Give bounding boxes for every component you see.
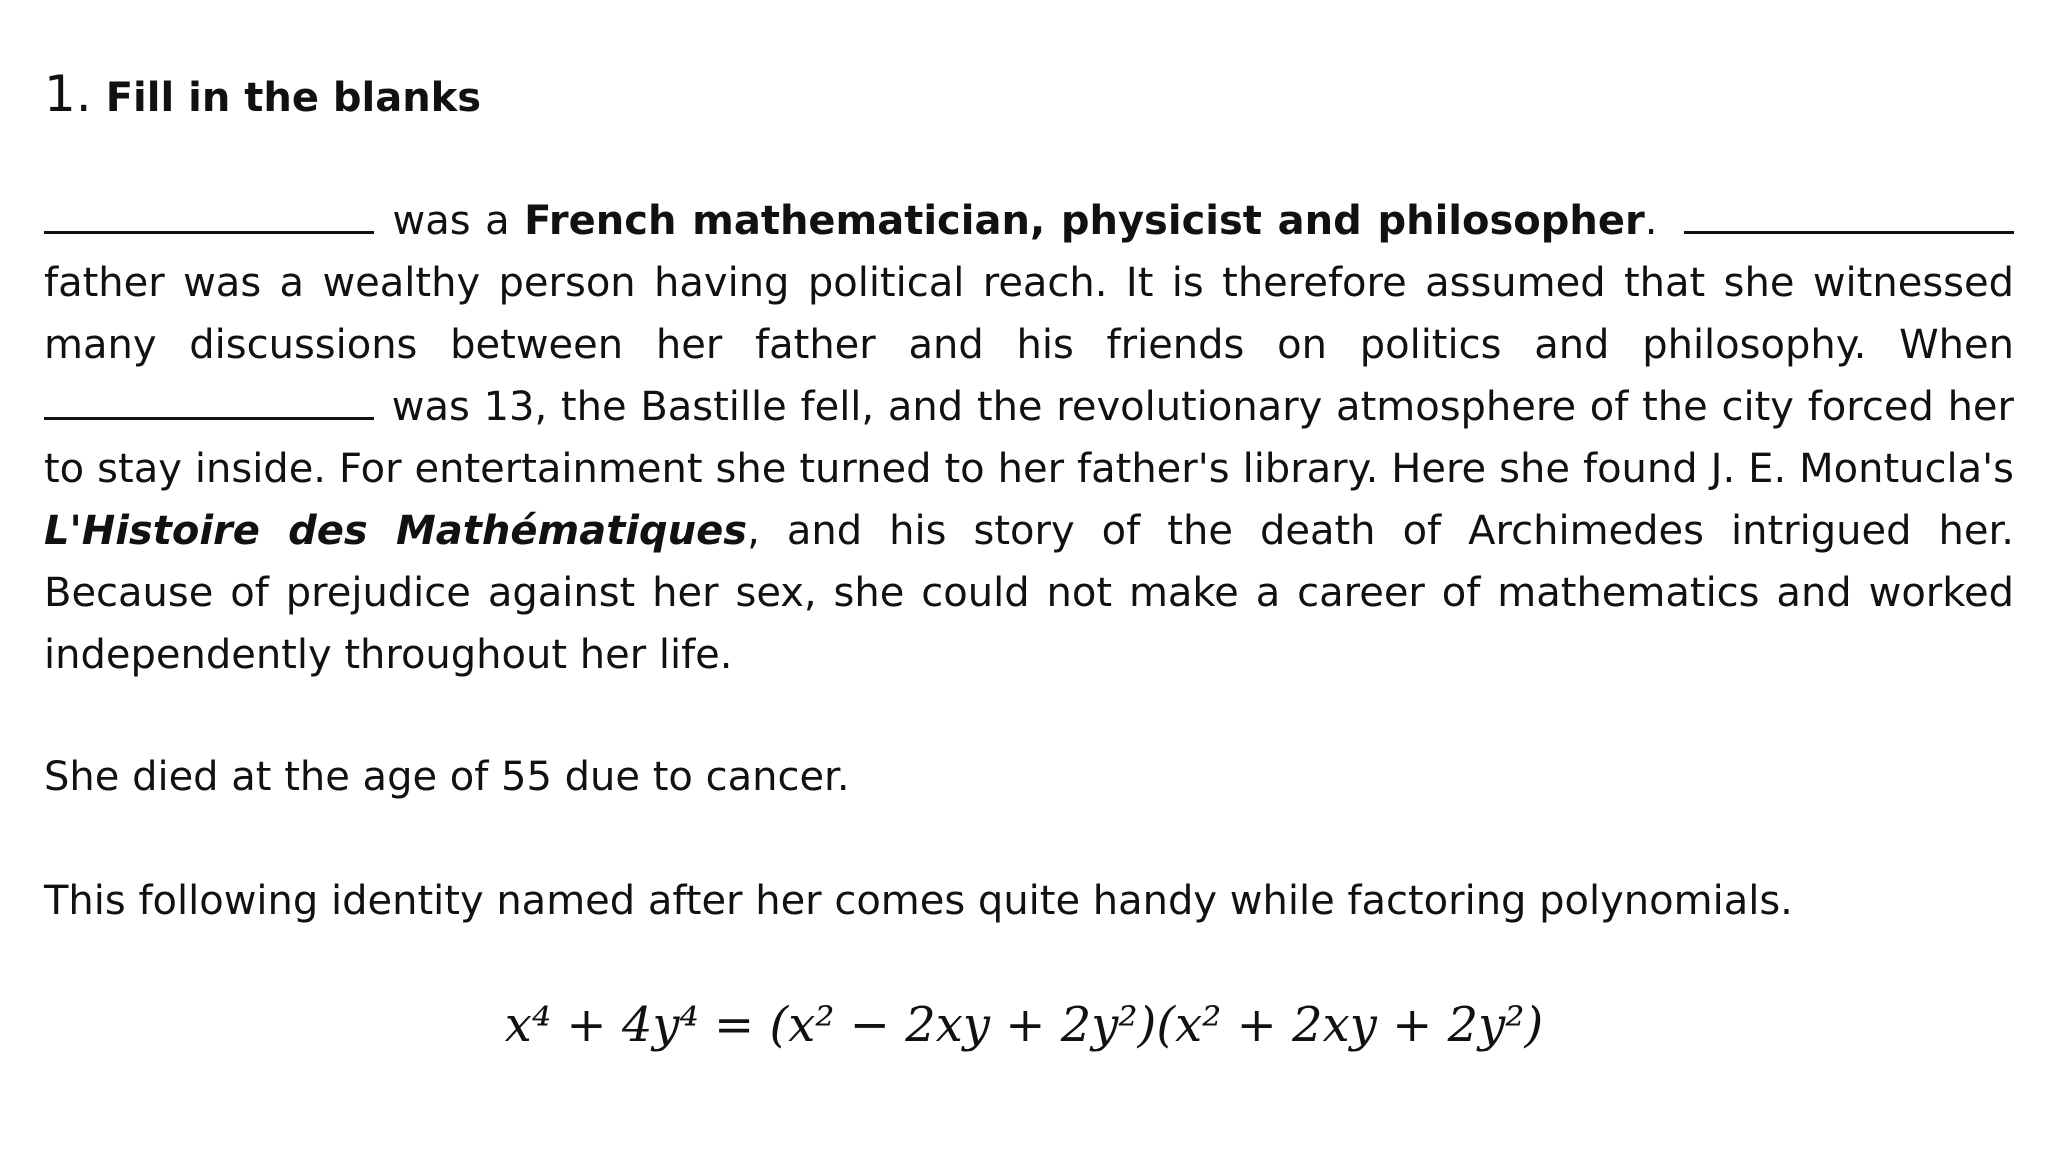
biography-paragraph	[44, 190, 2014, 686]
book-title: L'Histoire des Mathématiques	[44, 508, 748, 554]
bold-description: French mathematician, physicist and philosopher	[524, 198, 1645, 244]
text-run: father was a wealthy person having political reach. It is therefore assumed that she witnessed many discussions between her father and his friends on politics and philosophy. When	[44, 260, 2014, 368]
question-heading	[44, 64, 481, 128]
identity-intro-paragraph: This following identity named after her comes quite handy while factoring polynomials.	[44, 878, 1793, 924]
question-title: Fill in the blanks	[105, 75, 482, 121]
question-number: 1.	[44, 65, 92, 123]
text-run: was a	[378, 198, 525, 244]
text-run: , and his story of the death of Archimedes intrigued her. Because of prejudice against her sex, she could not make a career of mathematics and worked independently throughout her life.	[44, 508, 2014, 678]
death-paragraph: She died at the age of 55 due to cancer.	[44, 754, 850, 800]
text-run: .	[1644, 198, 1658, 244]
blank-1[interactable]	[44, 190, 374, 234]
text-run: was 13, the Bastille fell, and the revolutionary atmosphere of the city forced her to stay inside. For entertainment she turned to her father's library. Here she found J. E. Montucla's	[44, 384, 2014, 492]
blank-2[interactable]	[1684, 190, 2014, 234]
identity-equation: x⁴ + 4y⁴ = (x² − 2xy + 2y²)(x² + 2xy + 2y²)	[504, 997, 1544, 1053]
blank-3[interactable]	[44, 376, 374, 420]
